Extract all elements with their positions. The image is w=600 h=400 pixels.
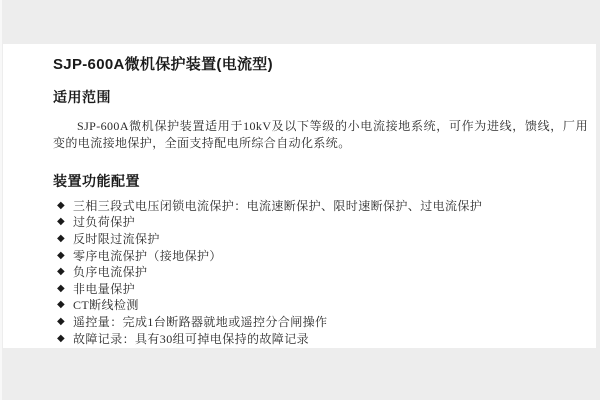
scope-paragraph: SJP-600A微机保护装置适用于10kV及以下等级的小电流接地系统，可作为进线，馈线，厂用变的电流接地保护，全面支持配电所综合自动化系统。 xyxy=(53,119,588,150)
feature-item-label: 反时限过流保护 xyxy=(73,231,160,246)
feature-item-label: 零序电流保护（接地保护） xyxy=(73,248,222,263)
feature-item-label: 负序电流保护 xyxy=(73,265,148,280)
feature-item xyxy=(53,214,588,231)
feature-item xyxy=(53,247,588,264)
document-panel xyxy=(3,44,596,348)
feature-item xyxy=(53,197,588,214)
diamond-bullet-icon: ◆ xyxy=(57,232,66,244)
feature-item xyxy=(53,280,588,297)
feature-list xyxy=(53,197,588,346)
diamond-bullet-icon: ◆ xyxy=(57,199,66,211)
diamond-bullet-icon: ◆ xyxy=(57,249,66,261)
diamond-bullet-icon: ◆ xyxy=(57,282,66,294)
feature-item-label: CT断线检测 xyxy=(73,298,139,313)
feature-item xyxy=(53,330,588,347)
section-heading-scope: 适用范围 xyxy=(53,89,111,105)
feature-item-label: 三相三段式电压闭锁电流保护：电流速断保护、限时速断保护、过电流保护 xyxy=(73,198,483,213)
feature-item xyxy=(53,263,588,280)
diamond-bullet-icon: ◆ xyxy=(57,315,66,327)
document-title: SJP-600A微机保护装置(电流型) xyxy=(53,56,273,73)
feature-item-label: 故障记录：具有30组可掉电保持的故障记录 xyxy=(73,331,310,346)
diamond-bullet-icon: ◆ xyxy=(57,266,66,278)
feature-item xyxy=(53,313,588,330)
section-heading-features: 装置功能配置 xyxy=(53,173,140,189)
feature-item-label: 遥控量：完成1台断路器就地或遥控分合闸操作 xyxy=(73,314,328,329)
diamond-bullet-icon: ◆ xyxy=(57,216,66,228)
feature-item xyxy=(53,230,588,247)
diamond-bullet-icon: ◆ xyxy=(57,299,66,311)
page-left-edge xyxy=(0,0,2,400)
feature-item-label: 非电量保护 xyxy=(73,281,136,296)
diamond-bullet-icon: ◆ xyxy=(57,332,66,344)
feature-item xyxy=(53,297,588,314)
feature-item-label: 过负荷保护 xyxy=(73,215,136,230)
